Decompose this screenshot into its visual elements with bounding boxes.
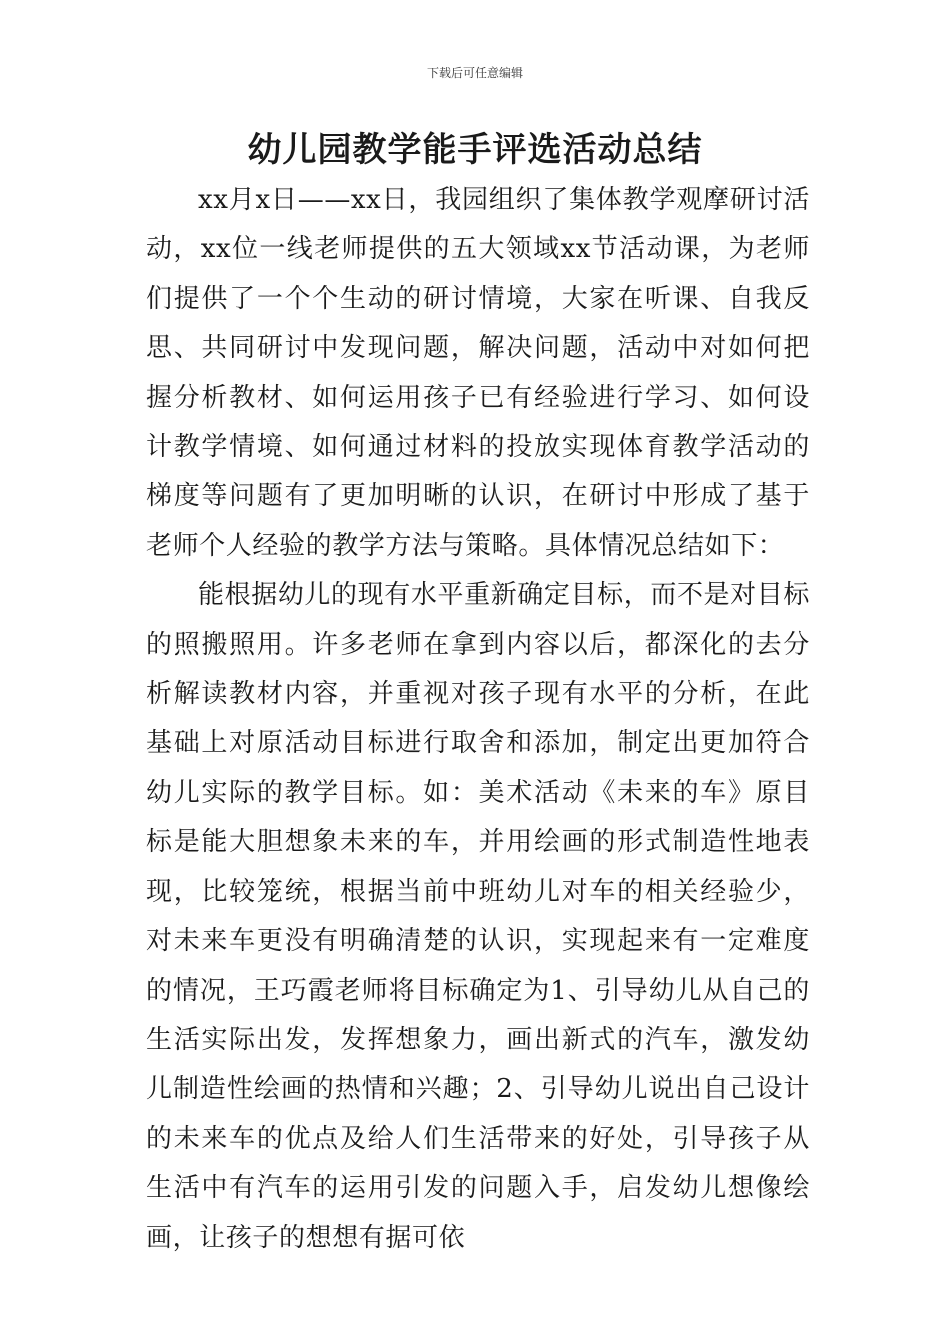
header-note: 下载后可任意编辑 [426,66,523,80]
paragraph-goals: 能根据幼儿的现有水平重新确定目标，而不是对目标的照搬照用。许多老师在拿到内容以后，都深化的去分析解读教材内容，并重视对孩子现有水平的分析，在此基础上对原活动目标进行取舍和添加，制定出更加符合幼儿实际的教学目标。如：美术活动《未来的车》原目标是能大胆想象未来的车，并用绘画的形式制造性地表现，比较笼统，根据当前中班幼儿对车的相关经验少，对未来车更没有明确清楚的认识，实现起来有一定难度的情况，王巧霞老师将目标确定为1、引导幼儿从自己的生活实际出发，发挥想象力，画出新式的汽车，激发幼儿制造性绘画的热情和兴趣；2、引导幼儿说出自己设计的未来车的优点及给人们生活带来的好处，引导孩子从生活中有汽车的运用引发的问题入手，启发幼儿想像绘画，让孩子的想想有据可依 [146,580,810,1253]
document-title: 幼儿园教学能手评选活动总结 [247,130,703,170]
document-body [146,176,810,1263]
paragraph-intro: xx月x日——xx日，我园组织了集体教学观摩研讨活动，xx位一线老师提供的五大领域xx节活动课，为老师们提供了一个个生动的研讨情境，大家在听课、自我反思、共同研讨中发现问题，解决问题，活动中对如何把握分析教材、如何运用孩子已有经验进行学习、如何设计教学情境、如何通过材料的投放实现体育教学活动的梯度等问题有了更加明晰的认识，在研讨中形成了基于老师个人经验的教学方法与策略。具体情况总结如下： [146,185,810,561]
